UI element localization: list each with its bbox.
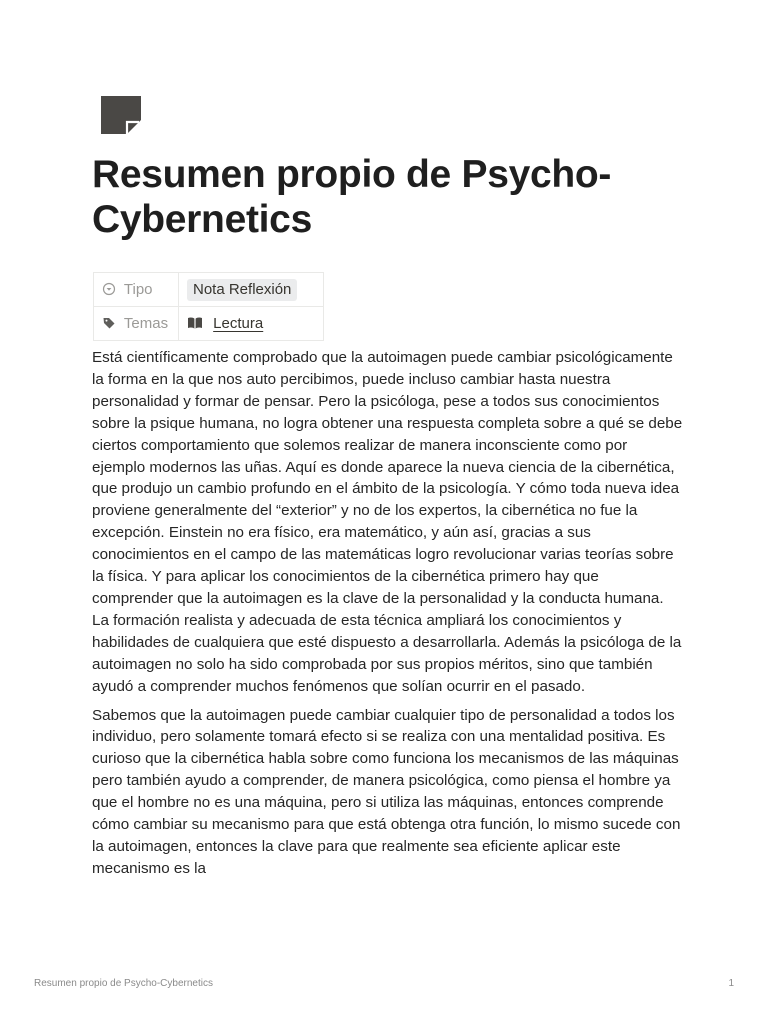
tag-icon (102, 316, 116, 330)
body-paragraph: Está científicamente comprobado que la autoimagen puede cambiar psicológicamente la forma en la que nos auto percibimos, puede incluso cambiar hasta nuestra personalidad y formar de pensar. Pero la psicóloga, pese a todos sus conocimientos sobre la psique humana, no logra obtener una respuesta completa sobre a qué se debe ciertos comportamiento que solemos realizar de manera inconsciente como por ejemplo modernos las uñas. Aquí es donde aparece la nueva ciencia de la cibernética, que produjo un cambio profundo en el ámbito de la psicología. Y cómo toda nueva idea proviene generalmente del “exterior” y no de los expertos, la cibernética no fue la excepción. Einstein no era físico, era matemático, y aún así, gracias a sus conocimientos en el campo de las matemáticas logro revolucionar varias teorías sobre la física. Y para aplicar los conocimientos de la cibernética primero hay que comprender que la autoimagen es la clave de la personalidad y la conducta humana. La formación realista y adecuada de esta técnica ampliará los conocimientos y habilidades de cualquiera que esté dispuesto a desarrollarla. Además la psicóloga de la autoimagen no solo ha sido comprobada por sus propios méritos, sino que también ayudó a comprender muchos fenómenos que solían ocurrir en el pasado. (92, 349, 683, 695)
property-label-temas: Temas (123, 315, 169, 332)
select-icon (102, 282, 116, 296)
property-row-tipo (94, 273, 324, 307)
relation-link-lectura[interactable]: Lectura (213, 315, 264, 332)
note-page-icon (101, 96, 141, 134)
property-name-tipo[interactable] (94, 273, 179, 307)
properties-table (93, 272, 324, 341)
page-body (92, 347, 684, 887)
footer-document-title: Resumen propio de Psycho-Cybernetics (34, 978, 213, 989)
property-value-temas[interactable] (179, 307, 324, 341)
property-label-tipo: Tipo (123, 281, 153, 298)
select-tag[interactable]: Nota Reflexión (187, 279, 297, 301)
book-icon (187, 316, 203, 330)
footer-page-number: 1 (728, 978, 734, 989)
property-row-temas (94, 307, 324, 341)
body-paragraph: Sabemos que la autoimagen puede cambiar cualquier tipo de personalidad a todos los individuo, pero solamente tomará efecto si se realiza con una mentalidad positiva. Es curioso que la cibernética habla sobre como funciona los mecanismos de las máquinas pero también ayudo a comprender, de manera psicológica, como piensa el hombre ya que el hombre no es una máquina, pero si utiliza las máquinas, entonces comprende cómo cambiar su mecanismo para que está obtenga otra función, lo mismo sucede con la autoimagen, entonces la clave para que realmente sea eficiente aplicar este mecanismo es la (92, 706, 681, 877)
page-title: Resumen propio de Psycho-Cybernetics (92, 153, 612, 241)
property-value-tipo[interactable] (179, 273, 324, 307)
property-name-temas[interactable] (94, 307, 179, 341)
